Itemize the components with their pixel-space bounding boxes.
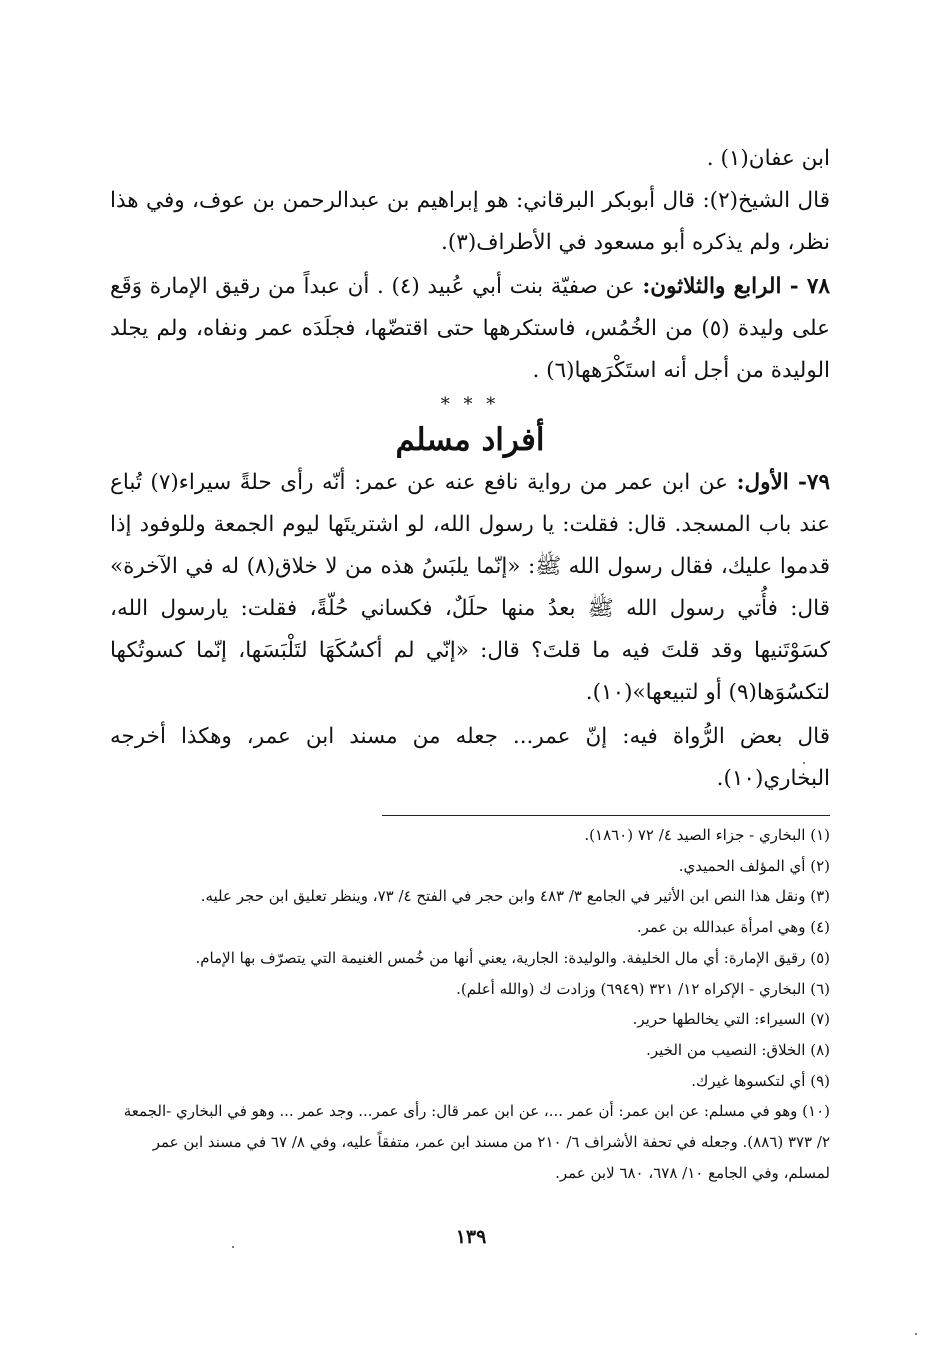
- page-number: ١٣٩: [455, 1226, 487, 1248]
- hadith-78-text: عن صفيّة بنت أبي عُبيد (٤) . أن عبداً من رقيق الإمارة وَقَع على وليدة (٥) من الخُمُس، فاستكرهها حتى اقتضّها، فجلَدَه عمر ونفاه، ولم يجلد الوليدة من أجل أنه استَكْرَهها(٦) .: [110, 274, 830, 383]
- narrators-paragraph: قال بعض الرُّواة فيه: إنّ عمر... جعله من مسند ابن عمر، وهكذا أخرجه البخاري(١٠).: [110, 724, 830, 791]
- scan-speck: [232, 1246, 234, 1248]
- hadith-79-number: ٧٩- الأول:: [736, 470, 831, 495]
- section-title: أفراد مسلم: [395, 422, 545, 458]
- footnote-2: (٢) أي المؤلف الحميدي.: [678, 856, 830, 875]
- main-text-block: [110, 138, 830, 800]
- footnote-7: (٧) السيراء: التي يخالطها حرير.: [632, 1010, 830, 1029]
- footnote-4: (٤) وهي امرأة عبدالله بن عمر.: [636, 918, 830, 937]
- footnote-3: (٣) ونقل هذا النص ابن الأثير في الجامع ٣/ ٤٨٣ وابن حجر في الفتح ٤/ ٧٣، وينظر تعليق ابن حجر عليه.: [200, 887, 830, 906]
- hadith-78-number: ٧٨ - الرابع والثلاثون:: [642, 274, 830, 299]
- hadith-79-paragraph: [110, 462, 830, 714]
- footnote-10: (١٠) وهو في مسلم: عن ابن عمر: أن عمر ...، عن ابن عمر قال: رأى عمر... وجد عمر ... وهو في البخاري -الجمعة ٢/ ٣٧٣ (٨٨٦). وجعله في تحفة الأشراف ٦/ ٢١٠ من مسند ابن عمر، متفقاً عليه، وفي ٨/ ٦٧ في مسند ابن عمر لمسلم، وفي الجامع ١٠/ ٦٧٨، ٦٨٠ لابن عمر.: [123, 1102, 830, 1182]
- scan-speck: [915, 1333, 917, 1335]
- footnote-6: (٦) البخاري - الإكراه ١٢/ ٣٢١ (٦٩٤٩) وزادت ك (والله أعلم).: [456, 979, 830, 998]
- scan-speck: [803, 762, 805, 764]
- footnote-divider: [382, 815, 830, 816]
- separator-stars: * * *: [440, 394, 500, 415]
- hadith-78-paragraph: [110, 266, 830, 392]
- intro-line: ابن عفان(١) .: [706, 146, 830, 171]
- hadith-79-text: عن ابن عمر من رواية نافع عنه عن عمر: أنّه رأى حلةً سيراء(٧) تُباع عند باب المسجد. قال: فقلت: يا رسول الله، لو اشتريتَها ليوم الجمعة وللوفود إذا قدموا عليك، فقال رسول الله ﷺ: «إنّما يلبَسُ هذه من لا خلاق(٨) له في الآخرة» قال: فأُتي رسول الله ﷺ بعدُ منها حلَلٌ، فكساني حُلّةً، فقلت: يارسول الله، كسَوْتَنيها وقد قلتَ فيه ما قلتَ؟ قال: «إنّي لم أكسُكَهَا لتَلْبَسَها، إنّما كسوتُكها لتكسُوَها(٩) أو لتبيعها»(١٠).: [110, 470, 830, 705]
- shaykh-paragraph: قال الشيخ(٢): قال أبوبكر البرقاني: هو إبراهيم بن عبدالرحمن بن عوف، وفي هذا نظر، ولم يذكره أبو مسعود في الأطراف(٣).: [110, 188, 830, 255]
- footnote-8: (٨) الخلاق: النصيب من الخير.: [646, 1040, 830, 1059]
- footnote-5: (٥) رقيق الإمارة: أي مال الخليفة. والوليدة: الجارية، يعني أنها من خُمس الغنيمة التي يتصرّف بها الإمام.: [195, 948, 830, 967]
- footnotes-block: [110, 820, 830, 1188]
- footnote-9: (٩) أي لتكسوها غيرك.: [691, 1071, 830, 1090]
- footnote-1: (١) البخاري - جزاء الصيد ٤/ ٧٢ (١٨٦٠).: [584, 826, 830, 844]
